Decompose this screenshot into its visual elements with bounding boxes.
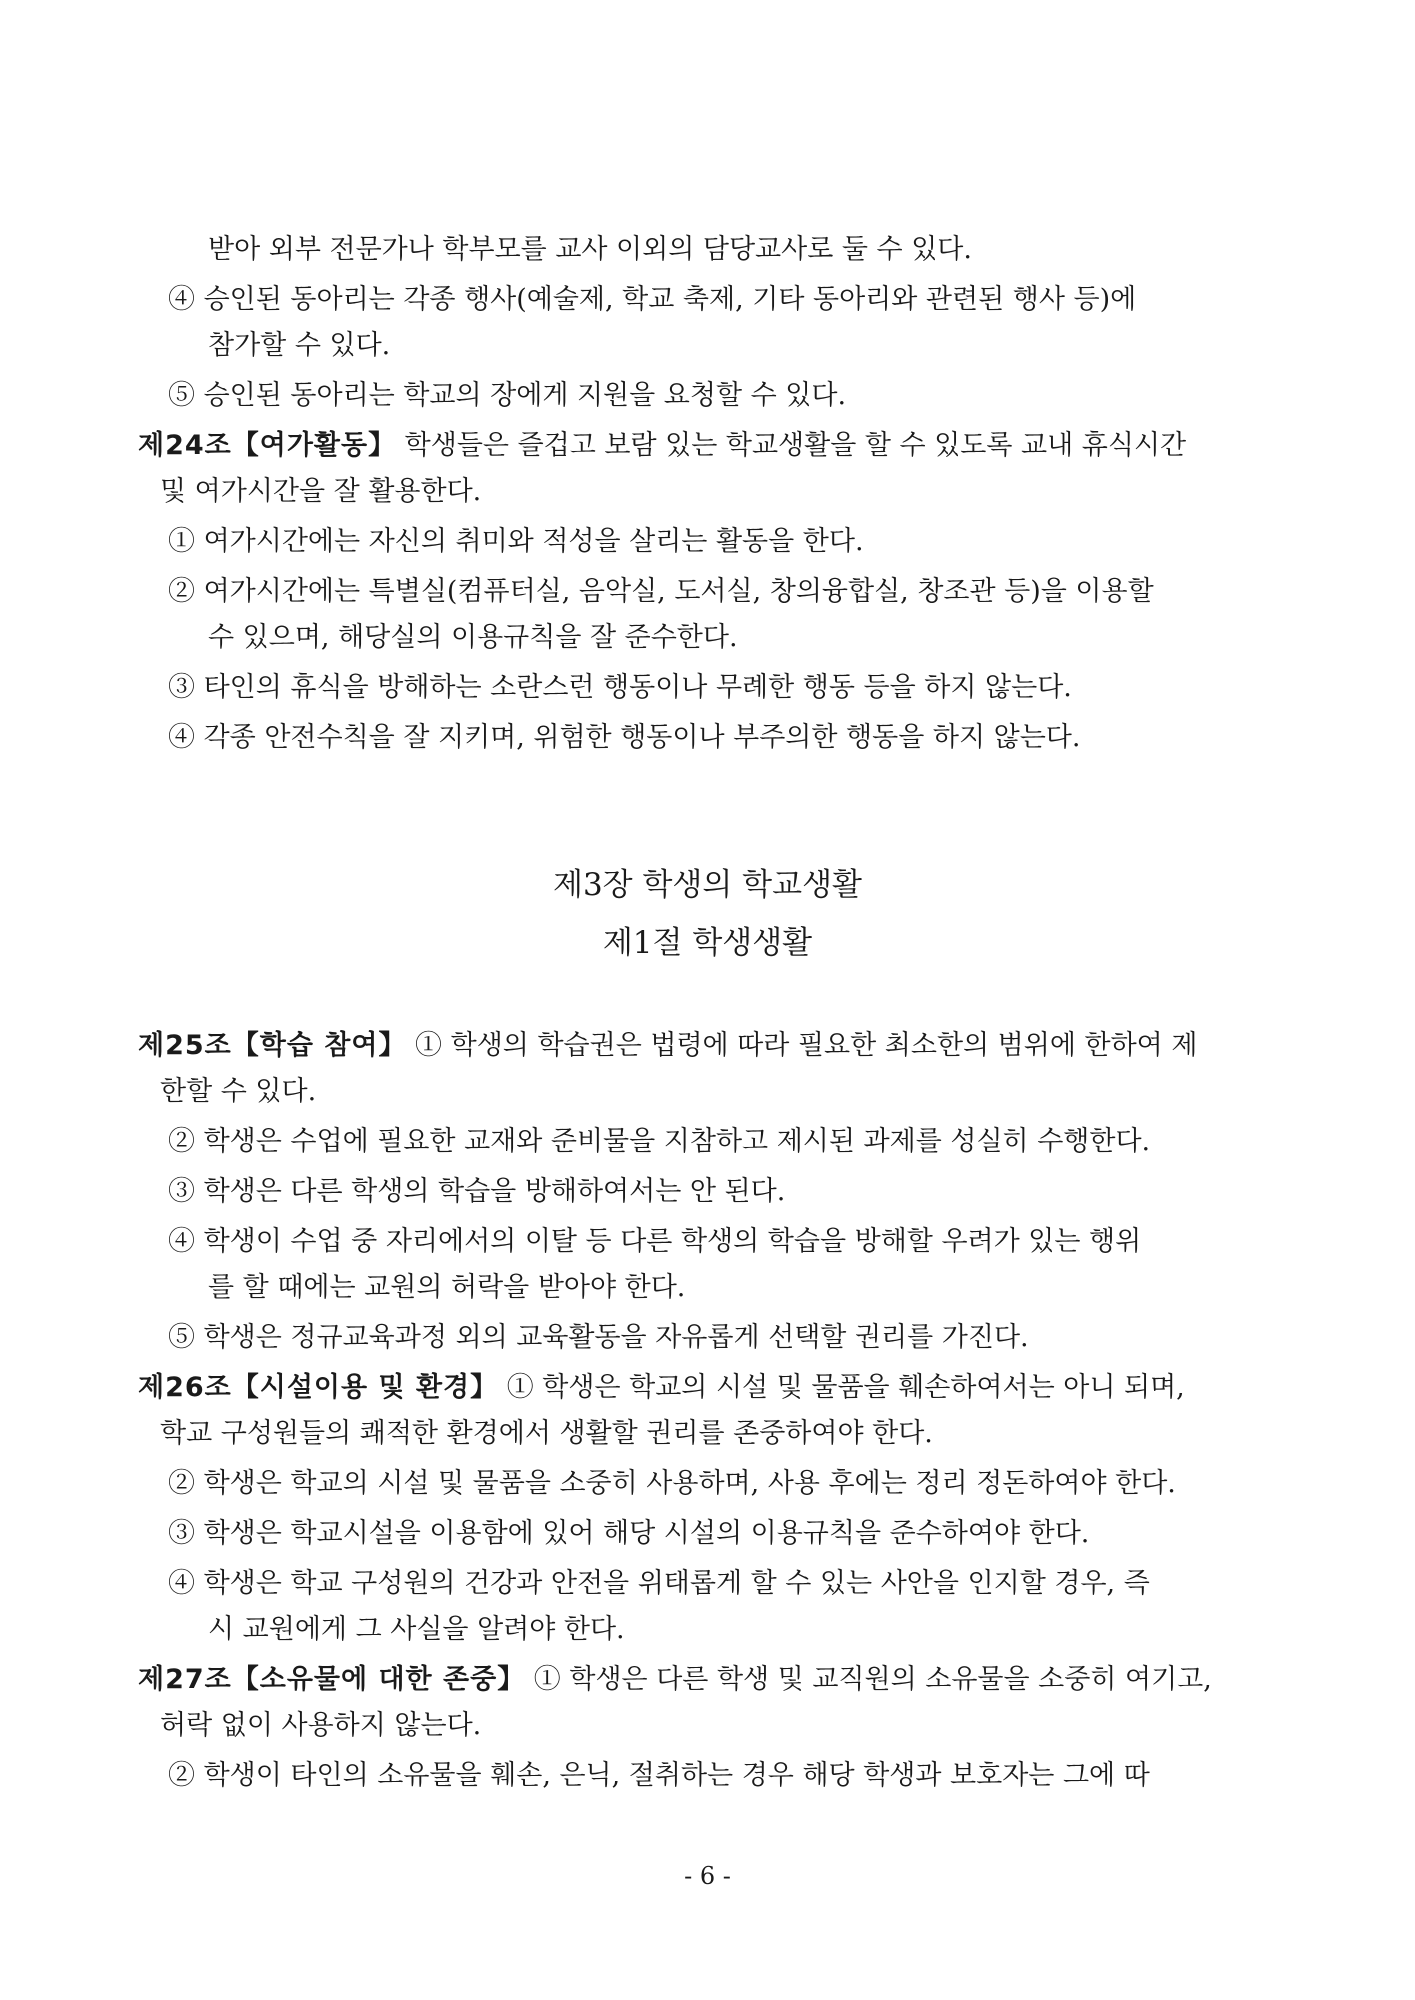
article-27 [138,1662,1212,1698]
text-line: 허락 없이 사용하지 않는다. [160,1710,482,1741]
list-item: ② 학생은 학교의 시설 및 물품을 소중히 사용하며, 사용 후에는 정리 정돈하여야 한다. [168,1468,1176,1499]
article-text: ① 학생의 학습권은 법령에 따라 필요한 최소한의 범위에 한하여 제 [406,1030,1198,1061]
article-text: ① 학생은 다른 학생 및 교직원의 소유물을 소중히 여기고, [525,1664,1212,1695]
text-line: 참가할 수 있다. [208,330,391,361]
article-text: 학생들은 즐겁고 보람 있는 학교생활을 할 수 있도록 교내 휴식시간 [396,430,1187,461]
list-item: ④ 학생이 수업 중 자리에서의 이탈 등 다른 학생의 학습을 방해할 우려가 있는 행위 [168,1226,1142,1257]
text-line: 및 여가시간을 잘 활용한다. [160,476,482,507]
list-item: ② 학생이 타인의 소유물을 훼손, 은닉, 절취하는 경우 해당 학생과 보호자는 그에 따 [168,1760,1150,1791]
text-line: 를 할 때에는 교원의 허락을 받아야 한다. [208,1272,686,1303]
article-heading: 제27조【소유물에 대한 존중】 [138,1664,526,1695]
list-item: ① 여가시간에는 자신의 취미와 적성을 살리는 활동을 한다. [168,526,864,557]
list-item: ⑤ 승인된 동아리는 학교의 장에게 지원을 요청할 수 있다. [168,380,847,411]
text-line: 시 교원에게 그 사실을 알려야 한다. [208,1614,625,1645]
list-item: ④ 학생은 학교 구성원의 건강과 안전을 위태롭게 할 수 있는 사안을 인지할 경우, 즉 [168,1568,1150,1599]
list-item: ④ 각종 안전수칙을 잘 지키며, 위험한 행동이나 부주의한 행동을 하지 않는다. [168,722,1081,753]
list-item: ② 여가시간에는 특별실(컴퓨터실, 음악실, 도서실, 창의융합실, 창조관 등)을 이용할 [168,576,1154,607]
list-item: ③ 학생은 다른 학생의 학습을 방해하여서는 안 된다. [168,1176,786,1207]
article-text: ① 학생은 학교의 시설 및 물품을 훼손하여서는 아니 되며, [498,1372,1185,1403]
list-item: ⑤ 학생은 정규교육과정 외의 교육활동을 자유롭게 선택할 권리를 가진다. [168,1322,1029,1353]
text-line: 학교 구성원들의 쾌적한 환경에서 생활할 권리를 존중하여야 한다. [160,1418,933,1449]
text-line: 받아 외부 전문가나 학부모를 교사 이외의 담당교사로 둘 수 있다. [208,234,972,265]
text-line: 한할 수 있다. [160,1076,317,1107]
list-item: ④ 승인된 동아리는 각종 행사(예술제, 학교 축제, 기타 동아리와 관련된 행사 등)에 [168,284,1137,315]
article-heading: 제25조【학습 참여】 [138,1030,407,1061]
list-item: ③ 학생은 학교시설을 이용함에 있어 해당 시설의 이용규칙을 준수하여야 한다. [168,1518,1090,1549]
article-24 [138,428,1186,464]
text-line: 수 있으며, 해당실의 이용규칙을 잘 준수한다. [208,622,738,653]
article-heading: 제24조【여가활동】 [138,430,397,461]
article-25 [138,1028,1197,1064]
article-26 [138,1370,1185,1406]
article-heading: 제26조【시설이용 및 환경】 [138,1372,499,1403]
list-item: ③ 타인의 휴식을 방해하는 소란스런 행동이나 무례한 행동 등을 하지 않는다. [168,672,1072,703]
chapter-title: 제3장 학생의 학교생활 [553,867,862,903]
list-item: ② 학생은 수업에 필요한 교재와 준비물을 지참하고 제시된 과제를 성실히 수행한다. [168,1126,1151,1157]
page-number: - 6 - [684,1862,731,1890]
section-title: 제1절 학생생활 [602,925,813,961]
